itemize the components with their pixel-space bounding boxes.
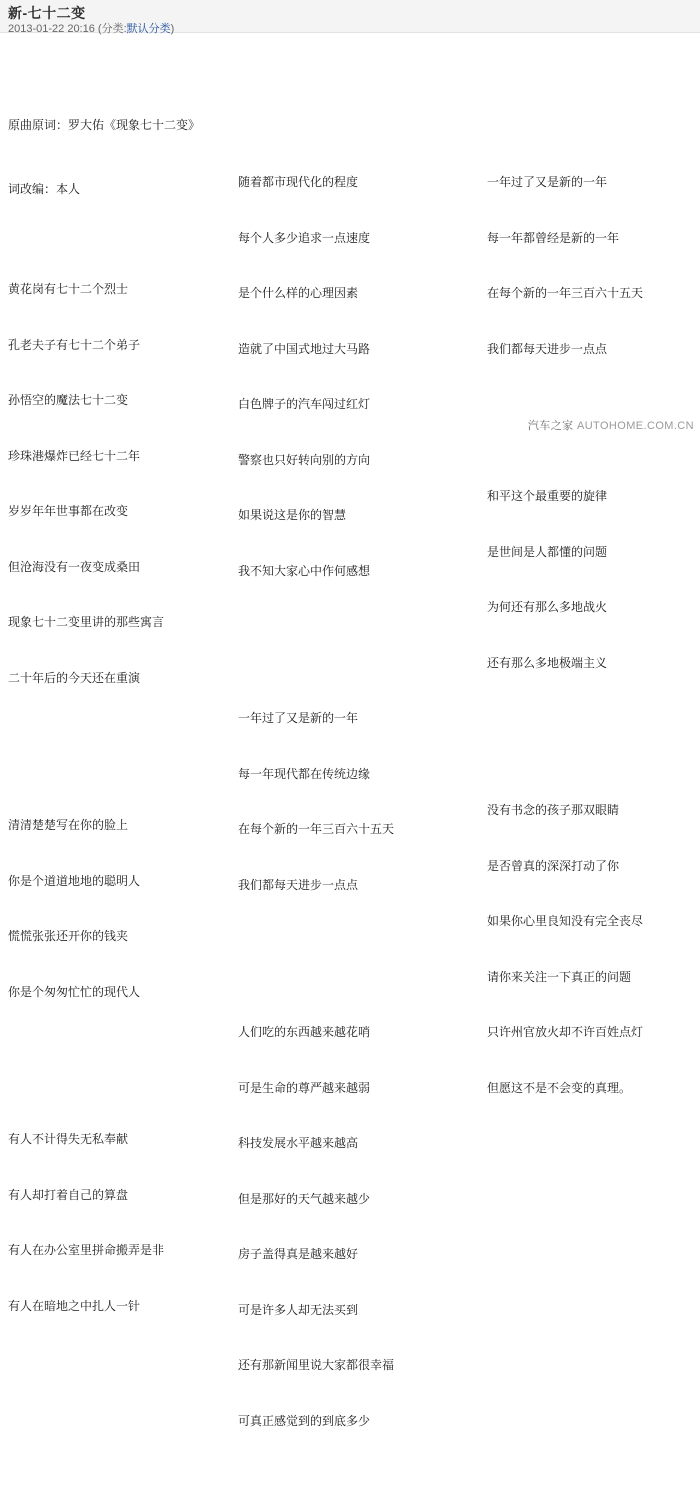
- lyric-line: 是否曾真的深深打动了你: [487, 858, 620, 873]
- stanza: [487, 450, 693, 709]
- lyric-line: 黄花岗有七十二个烈士: [8, 282, 129, 296]
- watermark-cn: 汽车之家: [527, 420, 574, 432]
- lyric-line: 房子盖得真是越来越好: [238, 1247, 359, 1261]
- lyric-line: 我们都每天进步一点点: [238, 877, 359, 892]
- lyric-line: 在每个新的一年三百六十五天: [487, 286, 644, 300]
- lyric-line: 珍珠港爆炸已经七十二年: [8, 448, 141, 463]
- stanza: [8, 243, 228, 724]
- lyric-line: 每一年现代都在传统边缘: [238, 766, 371, 781]
- page-title: 新-七十二变: [8, 5, 86, 21]
- lyric-line: 有人不计得失无私奉献: [8, 1132, 129, 1146]
- lyric-line: 你是个匆匆忙忙的现代人: [8, 984, 141, 999]
- lyric-line: 科技发展水平越来越高: [238, 1136, 359, 1150]
- lyric-line: 但沧海没有一夜变成桑田: [8, 559, 141, 574]
- lyric-line: 可真正感觉到的到底多少: [238, 1413, 371, 1428]
- stanza: [8, 1093, 228, 1352]
- lyric-line: 一年过了又是新的一年: [238, 711, 359, 725]
- lyric-line: 孙悟空的魔法七十二变: [8, 393, 129, 407]
- original-song-credit: 原曲原词：罗大佑《现象七十二变》: [8, 118, 201, 132]
- lyric-line: 没有书念的孩子那双眼睛: [487, 803, 620, 817]
- lyric-line: 现象七十二变里讲的那些寓言: [8, 615, 165, 629]
- lyric-line: 警察也只好转向别的方向: [238, 452, 371, 467]
- lyrics-column-2: [238, 99, 468, 1504]
- lyric-line: 白色牌子的汽车闯过红灯: [238, 397, 371, 411]
- lyric-line: 造就了中国式地过大马路: [238, 341, 371, 356]
- post-meta: [8, 23, 692, 36]
- site-watermark: [528, 417, 694, 433]
- lyric-line: 随着都市现代化的程度: [238, 175, 359, 189]
- lyric-line: 清清楚楚写在你的脸上: [8, 818, 129, 832]
- lyric-line: 有人在办公室里拼命搬弄是非: [8, 1243, 165, 1257]
- lyrics-column-1: [8, 79, 228, 1389]
- lyric-line: 有人却打着自己的算盘: [8, 1187, 129, 1202]
- lyric-line: 可是生命的尊严越来越弱: [238, 1080, 371, 1095]
- lyric-line: 如果说这是你的智慧: [238, 508, 347, 522]
- stanza: [8, 779, 228, 1038]
- lyric-line: 只许州官放火却不许百姓点灯: [487, 1025, 644, 1039]
- lyric-line: 慌慌张张还开你的钱夹: [8, 929, 129, 943]
- lyric-line: 二十年后的今天还在重演: [8, 670, 141, 685]
- watermark-en: AUTOHOME.COM.CN: [576, 420, 694, 432]
- lyric-line: 但是那好的天气越来越少: [238, 1191, 371, 1206]
- lyrics-author-credit: 词改编：本人: [8, 181, 81, 196]
- lyric-line: 是世间是人都懂的问题: [487, 544, 608, 559]
- post-header: [0, 0, 700, 33]
- lyric-line: 请你来关注一下真正的问题: [487, 969, 632, 984]
- lyric-line: 和平这个最重要的旋律: [487, 489, 608, 503]
- category-prefix: (分类:: [97, 23, 127, 35]
- lyric-line: 孔老夫子有七十二个弟子: [8, 337, 141, 352]
- lyric-line: 是个什么样的心理因素: [238, 286, 359, 300]
- lyrics-column-3: [487, 99, 693, 1171]
- stanza: [238, 672, 468, 931]
- lyric-line: 每一年都曾经是新的一年: [487, 230, 620, 245]
- lyric-line: 人们吃的东西越来越花哨: [238, 1025, 371, 1039]
- lyric-line: 但愿这不是不会变的真理。: [487, 1080, 632, 1095]
- lyric-line: 岁岁年年世事都在改变: [8, 504, 129, 518]
- lyric-line: 有人在暗地之中扎人一针: [8, 1298, 141, 1313]
- lyric-line: 每个人多少追求一点速度: [238, 230, 371, 245]
- lyric-line: 一年过了又是新的一年: [487, 175, 608, 189]
- lyric-line: 还有那么多地极端主义: [487, 655, 608, 670]
- post-timestamp: 2013-01-22 20:16: [8, 23, 95, 35]
- lyric-line: 为何还有那么多地战火: [487, 600, 608, 614]
- lyric-line: 我们都每天进步一点点: [487, 341, 608, 356]
- lyric-line: 还有那新闻里说大家都很幸福: [238, 1358, 395, 1372]
- stanza: [238, 986, 468, 1467]
- lyric-line: 你是个道道地地的聪明人: [8, 873, 141, 888]
- stanza: [487, 136, 693, 395]
- stanza: [487, 764, 693, 1134]
- stanza: [238, 136, 468, 617]
- lyric-line: 可是许多人却无法买到: [238, 1302, 359, 1317]
- category-suffix: ): [170, 23, 175, 35]
- lyric-line: 我不知大家心中作何感想: [238, 563, 371, 578]
- lyric-line: 在每个新的一年三百六十五天: [238, 822, 395, 836]
- category-link[interactable]: 默认分类: [126, 23, 171, 35]
- lyric-line: 如果你心里良知没有完全丧尽: [487, 914, 644, 928]
